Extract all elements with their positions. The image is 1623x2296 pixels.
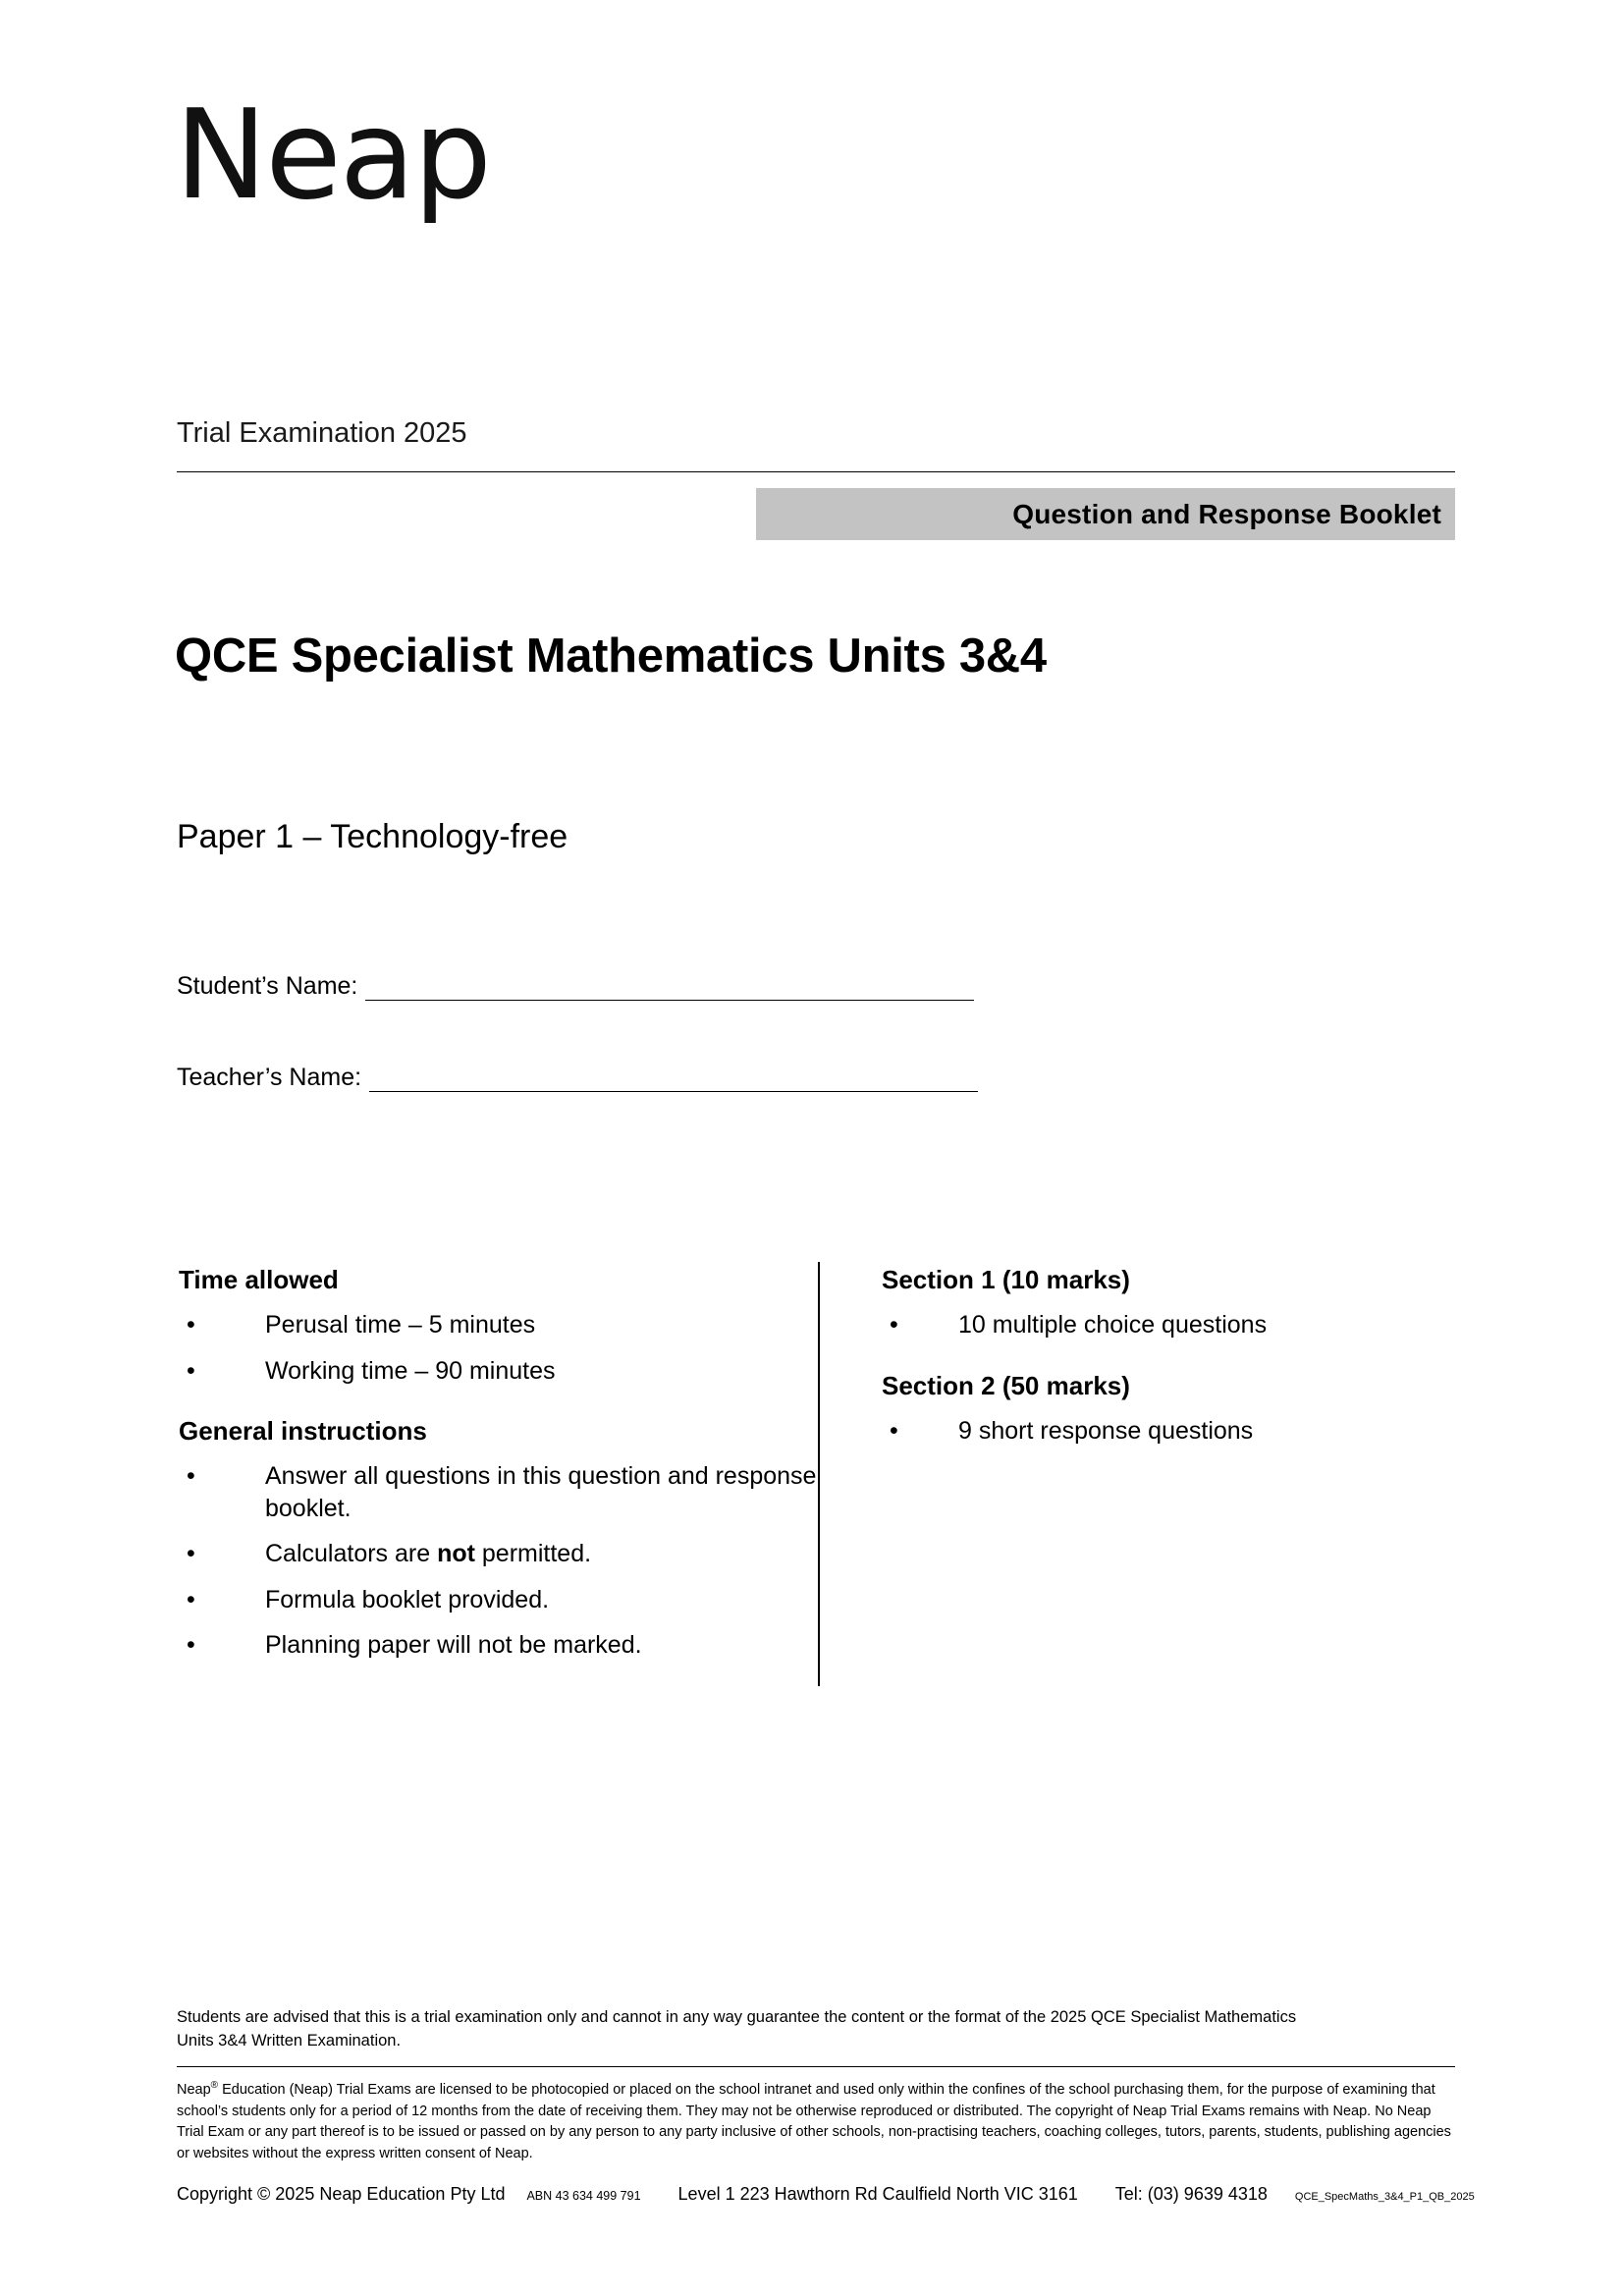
section-2-list: [882, 1415, 1490, 1448]
teacher-name-field[interactable]: [177, 1064, 978, 1092]
page-subtitle: Paper 1 – Technology-free: [177, 818, 568, 855]
banner-label: Question and Response Booklet: [1012, 498, 1441, 529]
time-allowed-heading: Time allowed: [179, 1265, 339, 1294]
telephone-text: Tel: (03) 9639 4318: [1114, 2184, 1268, 2204]
list-item: • Answer all questions in this question and response booklet.: [179, 1460, 817, 1524]
info-columns-divider: [818, 1262, 820, 1686]
student-name-writing-line[interactable]: [365, 978, 974, 1001]
list-item: • 9 short response questions: [882, 1415, 1490, 1448]
list-item: • Planning paper will not be marked.: [179, 1629, 817, 1662]
footer-legal-prefix: Neap: [177, 2081, 211, 2098]
question-response-banner: [756, 488, 1455, 540]
list-item-calculators: • Calculators are not permitted.: [179, 1538, 817, 1570]
document-code: QCE_SpecMaths_3&4_P1_QB_2025: [1294, 2191, 1475, 2203]
instructions-column: [179, 1265, 817, 1675]
section-1-heading: Section 1 (10 marks): [882, 1265, 1130, 1294]
header-divider-rule: [177, 471, 1455, 472]
copyright-text: Copyright © 2025 Neap Education Pty Ltd: [177, 2184, 506, 2204]
trial-examination-line: Trial Examination 2025: [177, 417, 467, 449]
student-name-field[interactable]: [177, 972, 974, 1001]
list-item: • 10 multiple choice questions: [882, 1309, 1490, 1341]
registered-mark: ®: [210, 2080, 219, 2091]
footer-legal-text: [177, 2078, 1457, 2165]
section-2-heading: Section 2 (50 marks): [882, 1370, 1130, 1400]
general-instructions-list: [179, 1460, 817, 1662]
student-name-label: Student’s Name:: [177, 972, 358, 1000]
teacher-name-writing-line[interactable]: [369, 1069, 978, 1092]
general-instructions-heading: General instructions: [179, 1416, 427, 1446]
footer-imprint: [177, 2184, 1475, 2205]
section-1-list: [882, 1309, 1490, 1341]
sections-column: [882, 1265, 1490, 1460]
page-title: QCE Specialist Mathematics Units 3&4: [175, 629, 1047, 683]
abn-text: ABN 43 634 499 791: [526, 2189, 641, 2203]
teacher-name-label: Teacher’s Name:: [177, 1064, 362, 1091]
footer-advice-text: Students are advised that this is a trial examination only and cannot in any way guarantee the content or the format of the 2025 QCE Specialist Mathematics Units 3&4 Written Examination.: [177, 2008, 1297, 2050]
footer-divider-rule: [177, 2066, 1455, 2067]
list-item: • Formula booklet provided.: [179, 1584, 817, 1616]
list-item: • Working time – 90 minutes: [179, 1355, 817, 1388]
footer-legal-body: Education (Neap) Trial Exams are licensed to be photocopied or placed on the school intranet and used only within the confines of the school purchasing them, for the purpose of examining that school’s students only for a period of 12 months from the date of receiving them. They may not be otherwise reproduced or distributed. The copyright of Neap Trial Exams remains with Neap. No Neap Trial Exam or any part thereof is to be issued or passed on by any person to any party inclusive of other schools, non-practising teachers, coaching colleges, tutors, parents, students, publishing agencies or websites without the express written consent of Neap.: [177, 2081, 1451, 2162]
neap-logo: Neap: [175, 82, 490, 227]
address-text: Level 1 223 Hawthorn Rd Caulfield North VIC 3161: [677, 2184, 1078, 2204]
list-item: • Perusal time – 5 minutes: [179, 1309, 817, 1341]
time-allowed-list: [179, 1309, 817, 1387]
